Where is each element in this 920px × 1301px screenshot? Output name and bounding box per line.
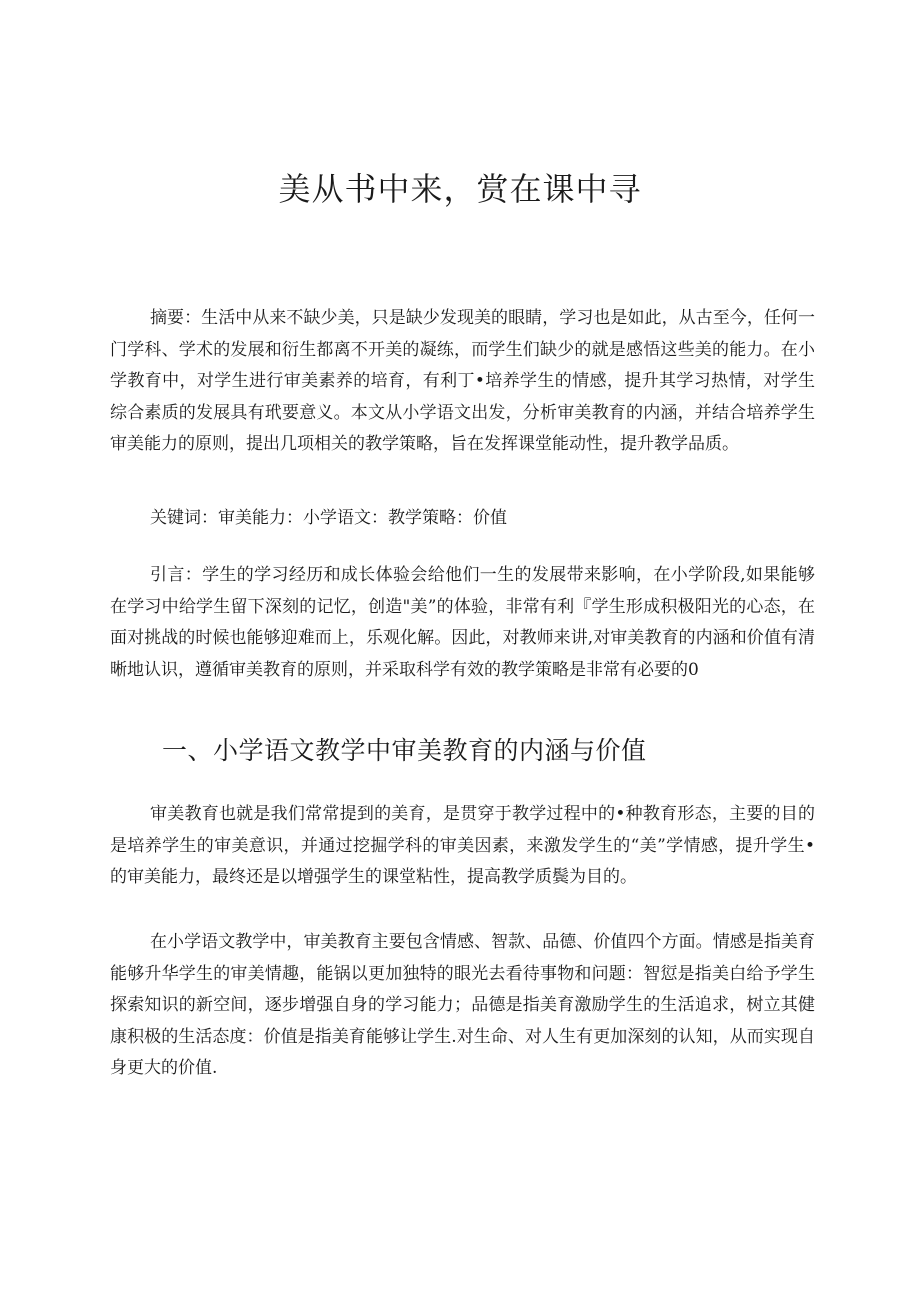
section-paragraph-2: 在小学语文教学中，审美教育主要包含情感、智款、品德、价值四个方面。情感是指美育能够升华学生的审美情趣，能锅以更加独特的眼光去看待事物和问题：智愆是指美白给予学生探索知识的新空间，逐步增强自身的学习能力；品德是指美育激励学生的生活追求，树立其健康积极的生活态度：价值是指美育能够让学生.对生命、对人生有更加深刻的认知，从而实现自身更大的价值. [110, 932, 815, 1078]
abstract-paragraph: 摘要：生活中从来不缺少美，只是缺少发现美的眼睛，学习也是如此，从古至今，任何一门学科、学术的发展和衍生都离不开美的凝练，而学生们缺少的就是感悟这些美的能力。在小学教育中，对学生进行审美素养的培育，有利丁•培养学生的情感，提升其学习热情，对学生综合素质的发展具有玳要意义。本文从小学语文出发，分析审美教育的内涵，并结合培养学生审美能力的原则，提出几项相关的教学策略，旨在发挥课堂能动性，提升教学品质。 [110, 308, 815, 454]
section-heading: 一、小学语文教学中审美教育的内涵与价值 [162, 736, 647, 765]
document-title: 美从书中来，赏在课中寻 [278, 170, 642, 208]
introduction-paragraph: 引言：学生的学习经历和成长体验会给他们一生的发展带来影响，在小学阶段,如果能够在学习中给学生留下深刻的记忆，创造"美”的体验，非常有利『学生形成积极阳光的心态，在面对挑战的时候也能够迎难而上，乐观化解。因此，对教师来讲,对审美教育的内涵和价值有清晰地认识，遵循审美教育的原则，并采取科学有效的教学策略是非常有必要的0 [110, 565, 815, 680]
keywords-line: 关键词：审美能力：小学语文：教学策略：价值 [150, 508, 507, 528]
section-paragraph-1: 审美教育也就是我们常常提到的美育，是贯穿于教学过程中的•种教育形态，主要的目的是培养学生的审美意识，并通过挖掘学科的审美因素，来激发学生的“美”学情感，提升学生•的审美能力，最终还是以增强学生的课堂粘性，提高教学质鬓为目的。 [110, 804, 815, 887]
